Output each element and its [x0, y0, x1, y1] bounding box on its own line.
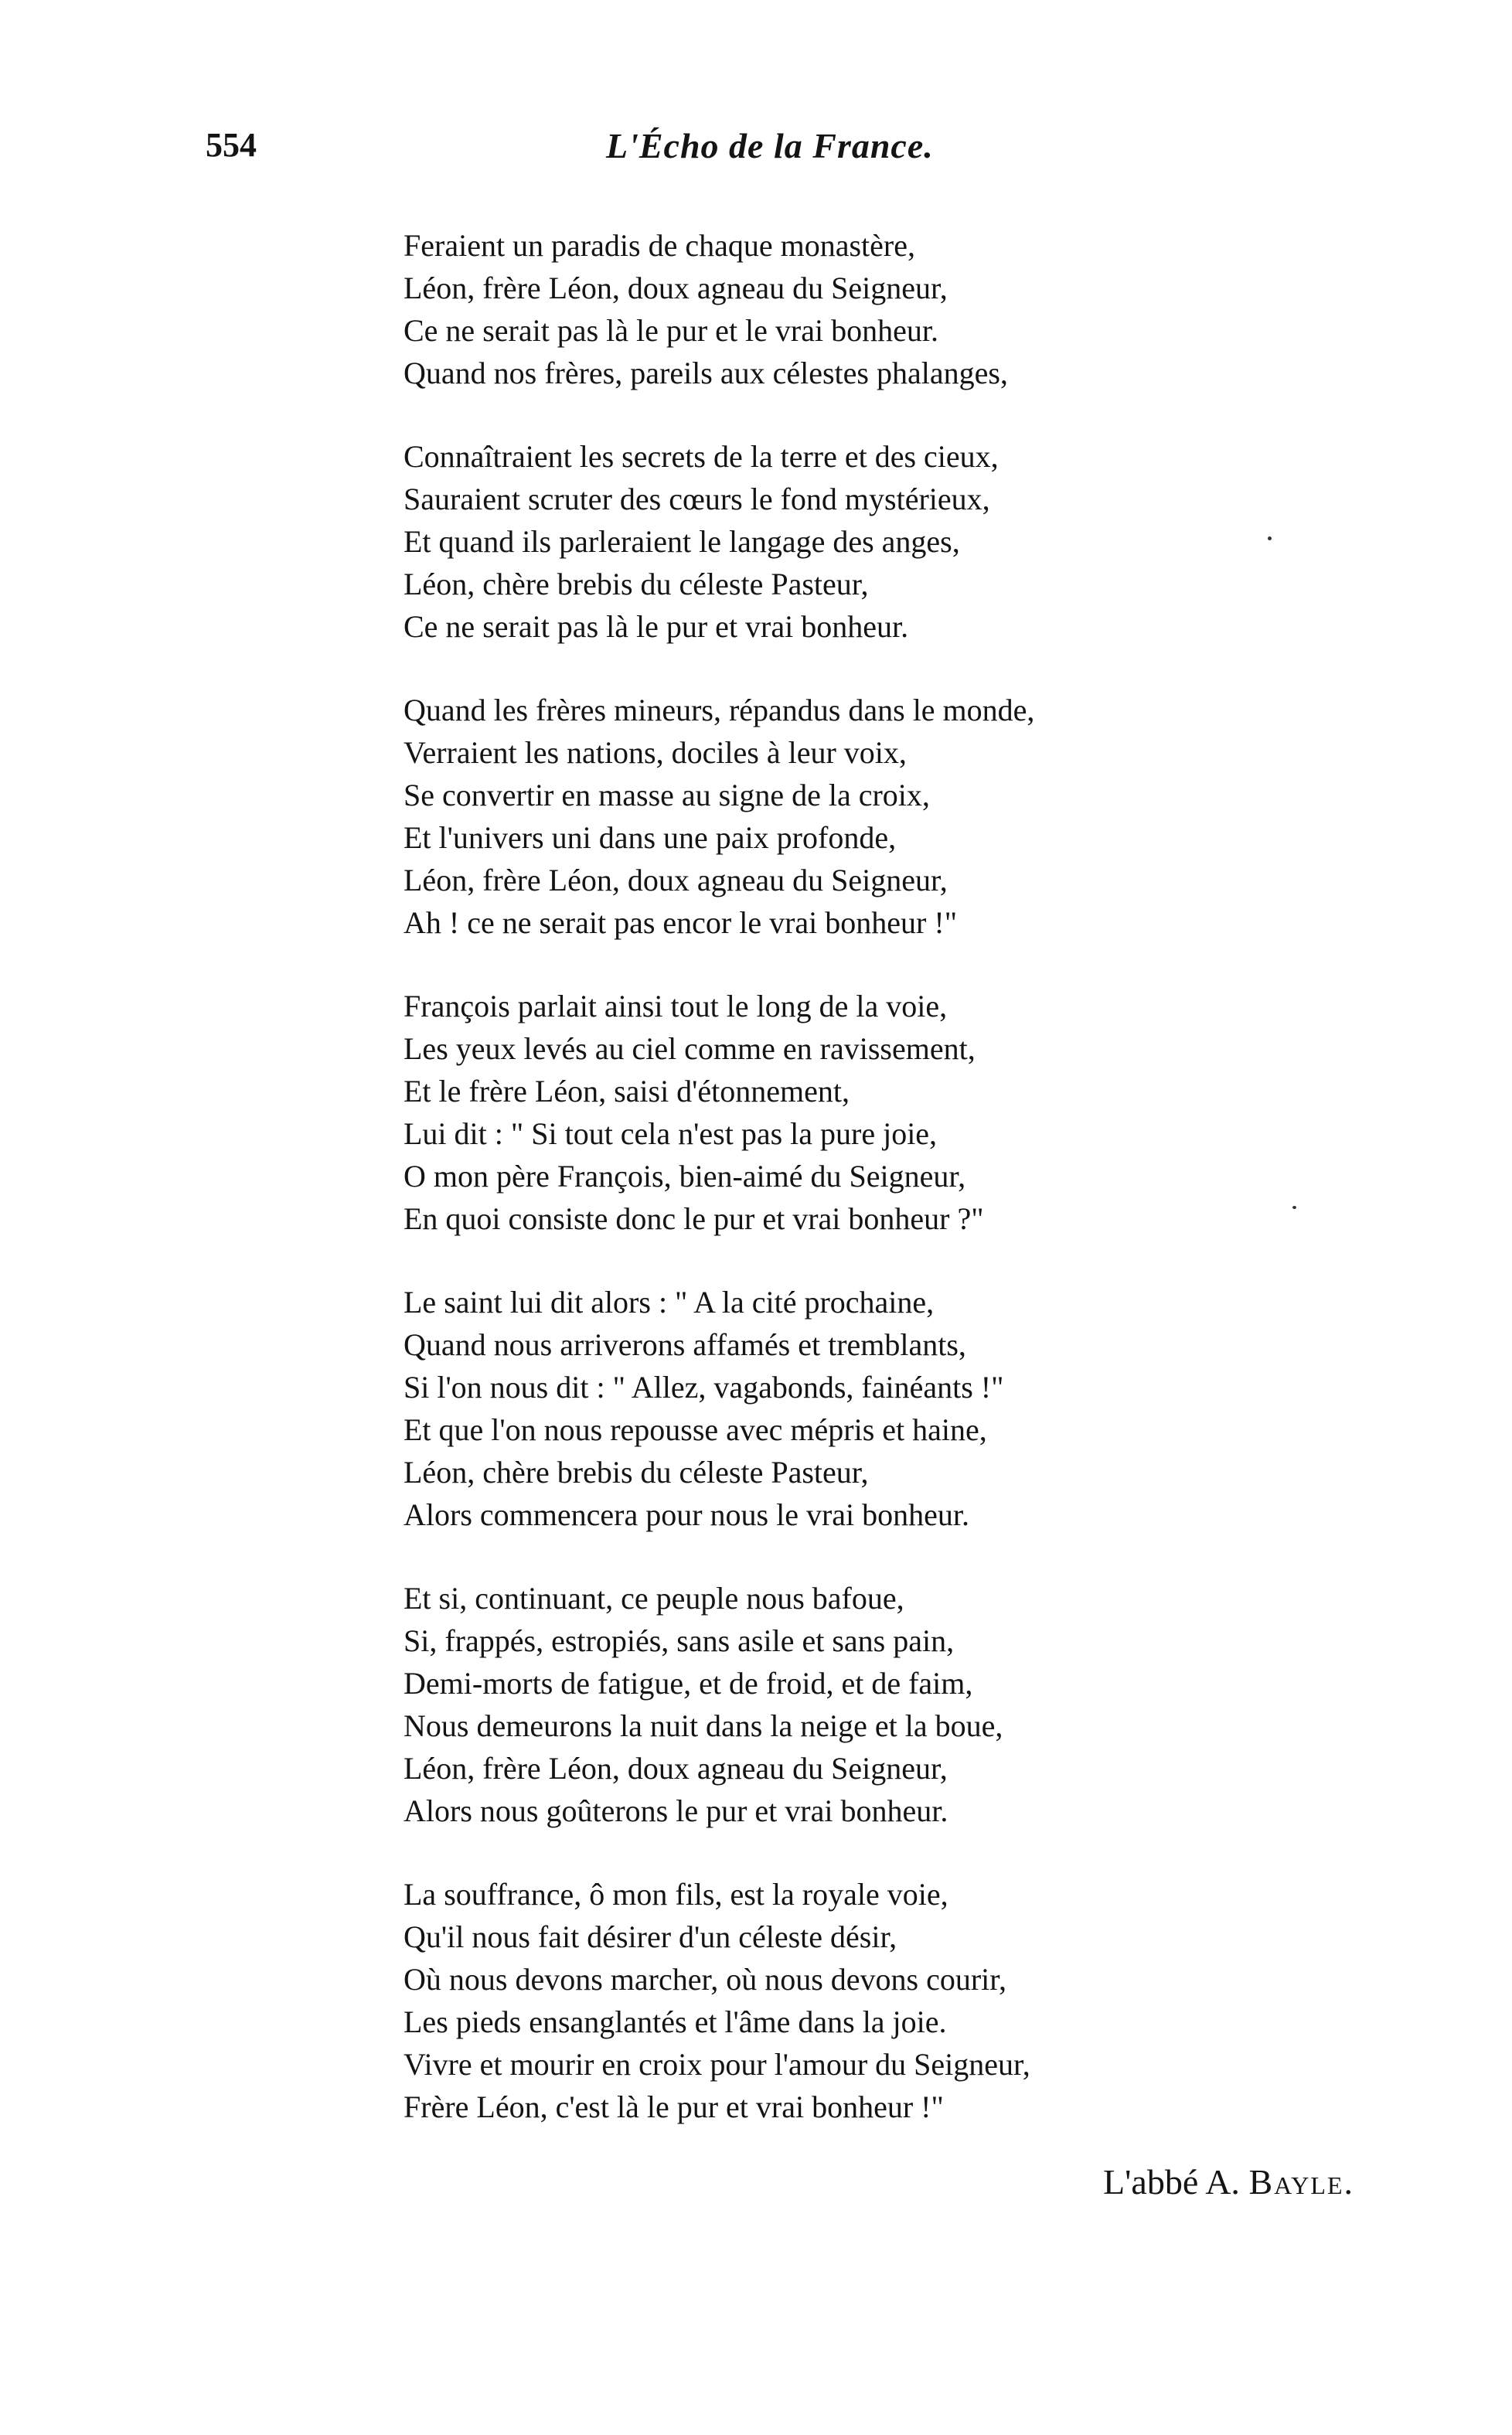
stanza — [404, 1281, 1401, 1536]
verse-line: Ce ne serait pas là le pur et le vrai bonheur. — [404, 313, 938, 348]
verse-line: Où nous devons marcher, où nous devons courir, — [404, 1962, 1006, 1997]
ink-speck — [1292, 1206, 1296, 1209]
verse-line: Les pieds ensanglantés et l'âme dans la joie. — [404, 2004, 947, 2039]
verse-line: En quoi consiste donc le pur et vrai bonheur ?" — [404, 1201, 984, 1236]
verse-line: Et si, continuant, ce peuple nous bafoue, — [404, 1581, 904, 1616]
verse-line: Et l'univers uni dans une paix profonde, — [404, 820, 897, 855]
verse-line: Léon, frère Léon, doux agneau du Seigneur, — [404, 1751, 948, 1786]
verse-line: Léon, frère Léon, doux agneau du Seigneur, — [404, 271, 948, 305]
verse-line: Et quand ils parleraient le langage des anges, — [404, 524, 960, 559]
verse-line: Si, frappés, estropiés, sans asile et sans pain, — [404, 1623, 955, 1658]
verse-line: Léon, chère brebis du céleste Pasteur, — [404, 567, 869, 601]
verse-line: Quand nous arriverons affamés et tremblants, — [404, 1327, 966, 1362]
ink-speck — [1268, 536, 1272, 540]
verse-line: Feraient un paradis de chaque monastère, — [404, 228, 915, 263]
stanza — [404, 689, 1401, 944]
author-prefix: L'abbé A. — [1103, 2162, 1240, 2202]
verse-line: Demi-morts de fatigue, et de froid, et de faim, — [404, 1666, 973, 1701]
poem — [404, 224, 1401, 2169]
verse-line: François parlait ainsi tout le long de la voie, — [404, 989, 948, 1023]
verse-line: Verraient les nations, dociles à leur voix, — [404, 735, 907, 770]
verse-line: Ah ! ce ne serait pas encor le vrai bonheur !" — [404, 905, 958, 940]
verse-line: Qu'il nous fait désirer d'un céleste désir, — [404, 1919, 897, 1954]
verse-line: Sauraient scruter des cœurs le fond mystérieux, — [404, 482, 990, 516]
page-number: 554 — [206, 126, 257, 164]
verse-line: O mon père François, bien-aimé du Seigneur, — [404, 1159, 966, 1194]
verse-line: Le saint lui dit alors : " A la cité prochaine, — [404, 1285, 935, 1320]
stanza — [404, 224, 1401, 394]
author-surname: Bayle. — [1248, 2162, 1354, 2202]
verse-line: La souffrance, ô mon fils, est la royale voie, — [404, 1877, 948, 1912]
verse-line: Lui dit : " Si tout cela n'est pas la pure joie, — [404, 1116, 938, 1151]
verse-line: Frère Léon, c'est là le pur et vrai bonheur !" — [404, 2089, 944, 2124]
verse-line: Et que l'on nous repousse avec mépris et haine, — [404, 1412, 987, 1447]
stanza — [404, 1577, 1401, 1832]
author-signature — [1103, 2164, 1354, 2200]
running-head: L'Écho de la France. — [606, 126, 934, 165]
verse-line: Les yeux levés au ciel comme en ravissement, — [404, 1031, 976, 1066]
stanza — [404, 1873, 1401, 2128]
verse-line: Léon, frère Léon, doux agneau du Seigneur, — [404, 863, 948, 897]
verse-line: Léon, chère brebis du céleste Pasteur, — [404, 1455, 869, 1490]
verse-line: Quand nos frères, pareils aux célestes phalanges, — [404, 356, 1008, 390]
verse-line: Se convertir en masse au signe de la croix, — [404, 778, 930, 812]
verse-line: Ce ne serait pas là le pur et vrai bonheur. — [404, 609, 909, 644]
verse-line: Vivre et mourir en croix pour l'amour du Seigneur, — [404, 2047, 1030, 2082]
verse-line: Connaîtraient les secrets de la terre et des cieux, — [404, 439, 999, 474]
stanza — [404, 985, 1401, 1240]
verse-line: Alors nous goûterons le pur et vrai bonheur. — [404, 1793, 948, 1828]
verse-line: Alors commencera pour nous le vrai bonheur. — [404, 1497, 970, 1532]
verse-line: Nous demeurons la nuit dans la neige et la boue, — [404, 1708, 1003, 1743]
stanza — [404, 435, 1401, 648]
verse-line: Et le frère Léon, saisi d'étonnement, — [404, 1074, 850, 1109]
verse-line: Si l'on nous dit : " Allez, vagabonds, fainéants !" — [404, 1370, 1004, 1405]
verse-line: Quand les frères mineurs, répandus dans le monde, — [404, 693, 1035, 727]
